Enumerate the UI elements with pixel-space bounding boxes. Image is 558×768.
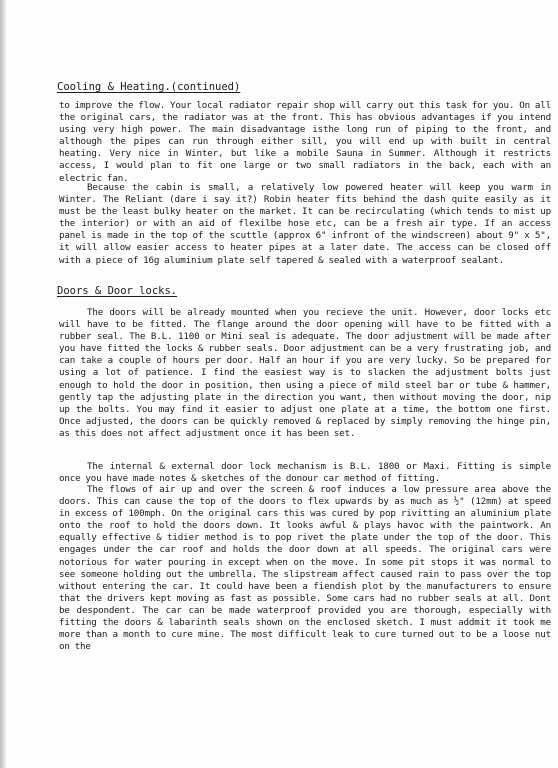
paragraph-text: The internal & external door lock mechanism is B.L. 1800 or Maxi. Fitting is simple once you have made notes & sketches of the donour car method of fitting. — [59, 461, 551, 485]
page-scan-edge — [0, 0, 6, 768]
section-heading-cooling-heating: Cooling & Heating.(continued) — [57, 81, 241, 93]
paragraph-radiator — [59, 100, 551, 185]
paragraph-heater — [59, 182, 551, 267]
paragraph-door-adjustment — [59, 307, 551, 440]
paragraph-air-flow-sealing — [59, 484, 551, 653]
paragraph-text: The doors will be already mounted when you recieve the unit. However, door locks etc will have to be fitted. The flange around the door opening will have to be fitted with a rubber seal. The B.L. 1100 or Mini seal is adequate. The door adjustment will be made after you have fitted the locks & rubber seals. Door adjustment can be a very frustrating job, and can take a couple of hours per door. Half an hour if you are very lucky. So be prepared for using a lot of patience. I find the easiest way is to slacken the adjustment bolts just enough to hold the door in position, then using a piece of mild steel bar or tube & hammer, gently tap the adjusting plate in the direction you want, then without moving the door, nip up the bolts. You may find it easier to adjust one plate at a time, the bottom one first. Once adjusted, the doors can be quickly removed & replaced by simply removing the hinge pin, as this does not affect adjustment once it has been set. — [59, 307, 551, 439]
paragraph-text: to improve the flow. Your local radiator repair shop will carry out this task for you. On all the original cars, the radiator was at the front. This has obvious advantages if you intend using very high power. The main disadvantage isthe long run of piping to the front, and although the pipes can run through either sill, you will end up with built in central heating. Very nice in Winter, but like a mobile Sauna in Summer. Although it restricts access, I would plan to fit one large or two small radiators in the back, each with an electric fan. — [59, 100, 551, 184]
paragraph-text: Because the cabin is small, a relatively low powered heater will keep you warm in Winter. The Reliant (dare i say it?) Robin heater fits behind the dash quite easily as it must be the least bulky heater on the market. It can be recirculating (which tends to mist up the interior) or with an aid of flexilbe hose etc, can be a fresh air type. If an access panel is made in the top of the scuttle (approx 6" infront of the windscreen) about 9" x 5", it will allow easier access to heater pipes at a later date. The access can be closed off with a piece of 16g aluminium plate self tapered & sealed with a waterproof sealant. — [59, 182, 551, 266]
section-heading-doors-locks: Doors & Door locks. — [57, 285, 178, 297]
paragraph-text: The flows of air up and over the screen & roof induces a low pressure area above the doors. This can cause the top of the doors to flex upwards by as much as ½" (12mm) at speed in excess of 100mph. On the original cars this was cured by pop rivitting an aluminium plate onto the roof to hold the doors down. It looks awful & plays havoc with the paintwork. An equally effective & tidier method is to pop rivet the plate under the top of the door. This engages under the car roof and holds the door down at all speeds. The original cars were notorious for water pouring in except when on the move. In some pit stops it was normal to see someone holding out the umbrella. The slipstream affect caused rain to pass over the top without entering the car. It could have been a fiendish plot by the manufacturers to ensure that the drivers kept moving as fast as possible. Some cars had no rubber seals at all. Dont be despondent. The car can be made waterproof provided you are thorough, especially with fitting the doors & labarinth seals shown on the enclosed sketch. I must addmit it took me more than a month to cure mine. The most difficult leak to cure turned out to be a loose nut on the — [59, 484, 551, 653]
paragraph-door-lock-mechanism — [59, 461, 551, 485]
